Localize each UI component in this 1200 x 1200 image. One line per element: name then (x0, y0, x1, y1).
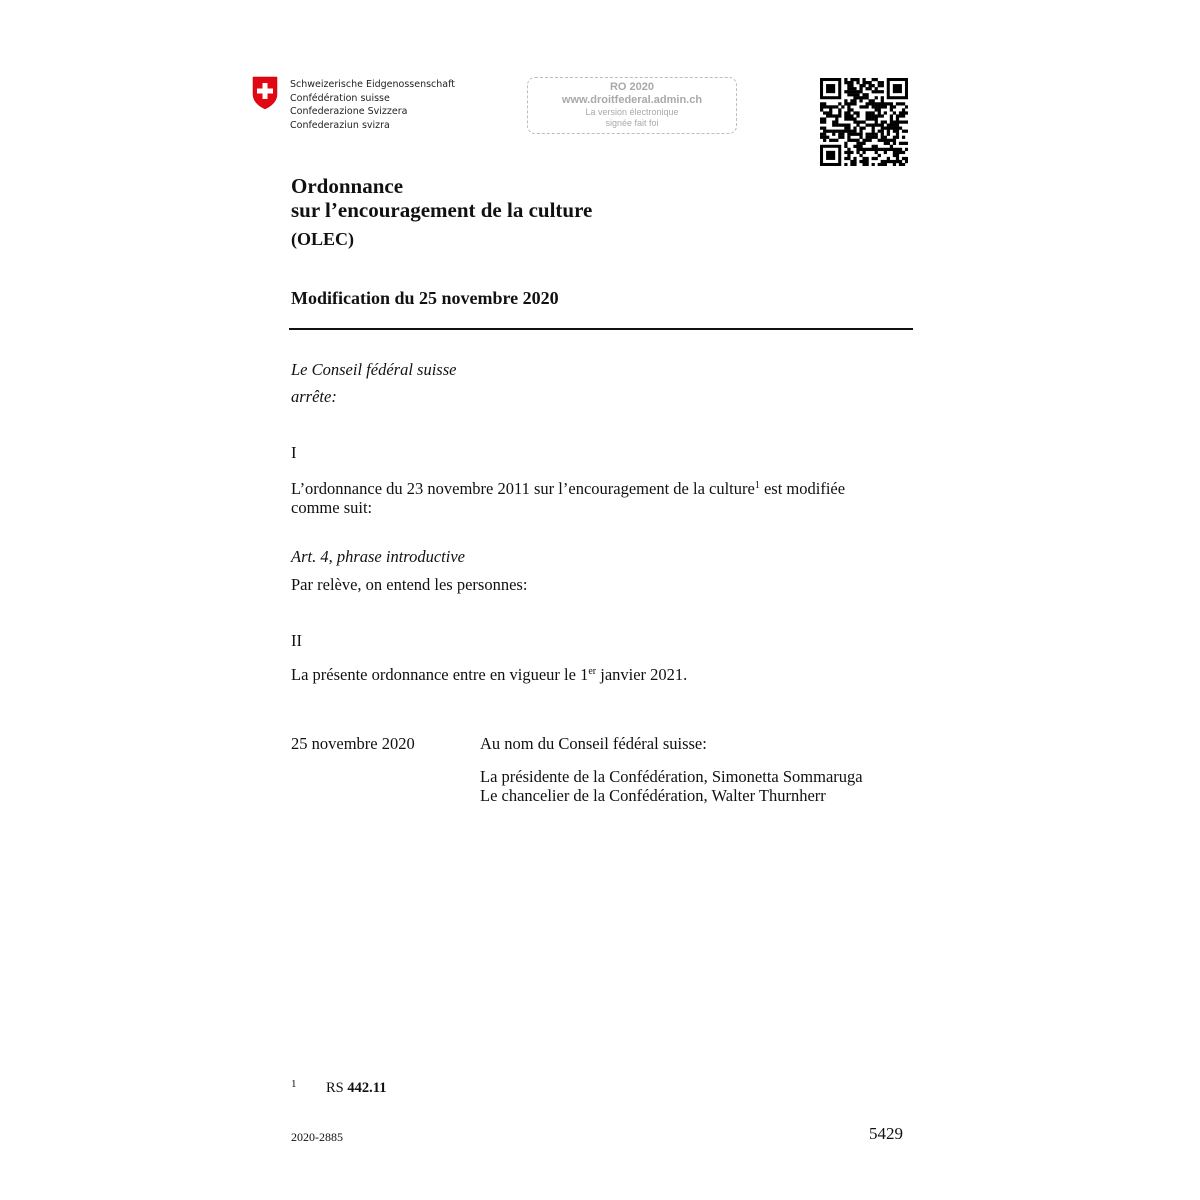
section-1-number: I (291, 443, 297, 462)
agency-line-rm: Confederaziun svizra (290, 119, 390, 131)
signature-date: 25 novembre 2020 (291, 734, 415, 753)
article-text: Par relève, on entend les personnes: (291, 575, 528, 594)
agency-names (290, 78, 455, 132)
section-2-text-a: La présente ordonnance entre en vigueur le 1 (291, 665, 589, 684)
stamp-note-2: signée fait foi (605, 118, 659, 128)
stamp-url: www.droitfederal.admin.ch (561, 94, 703, 106)
footnote-text (326, 1080, 386, 1097)
agency-line-de: Schweizerische Eidgenossenschaft (290, 79, 456, 90)
title-divider (289, 328, 913, 330)
title-line-1: Ordonnance (291, 174, 404, 198)
preamble-line-2: arrête: (291, 387, 337, 406)
section-2-text (291, 665, 687, 685)
title-abbreviation: (OLEC) (291, 229, 354, 249)
section-2-superscript: er (588, 666, 597, 677)
page-number: 5429 (869, 1124, 903, 1143)
agency-line-it: Confederazione Svizzera (290, 106, 408, 117)
signatory-chancellor: Le chancelier de la Confédération, Walter Thurnherr (480, 786, 826, 805)
document-number: 2020-2885 (291, 1130, 343, 1144)
section-2-number: II (291, 631, 302, 650)
footnote-prefix: RS (326, 1080, 348, 1096)
footnote-link[interactable]: 442.11 (347, 1080, 387, 1096)
section-1-text (291, 479, 845, 499)
preamble-line-1: Le Conseil fédéral suisse (291, 360, 457, 379)
stamp-note-1: La version électronique (585, 107, 679, 117)
article-heading: Art. 4, phrase introductive (291, 547, 465, 566)
page-title (291, 174, 592, 222)
section-1-text-b: est modifiée (759, 479, 846, 498)
section-1-text-c: comme suit: (291, 498, 373, 517)
title-line-2: sur l’encouragement de la culture (291, 198, 593, 222)
signature-intro: Au nom du Conseil fédéral suisse: (480, 734, 707, 753)
section-1-text-a: L’ordonnance du 23 novembre 2011 sur l’encouragement de la culture (291, 479, 755, 498)
footnote-number: 1 (291, 1078, 297, 1090)
ro-stamp (527, 77, 737, 134)
stamp-ro: RO 2020 (609, 81, 655, 93)
qr-code-icon[interactable] (820, 78, 908, 166)
modification-heading: Modification du 25 novembre 2020 (291, 288, 559, 308)
signatory-president: La présidente de la Confédération, Simonetta Sommaruga (480, 767, 863, 786)
section-2-text-b: janvier 2021. (596, 665, 688, 684)
footnote-reference[interactable]: 1 (754, 480, 760, 491)
agency-line-fr: Confédération suisse (290, 92, 390, 104)
swiss-cross-icon (251, 76, 279, 110)
